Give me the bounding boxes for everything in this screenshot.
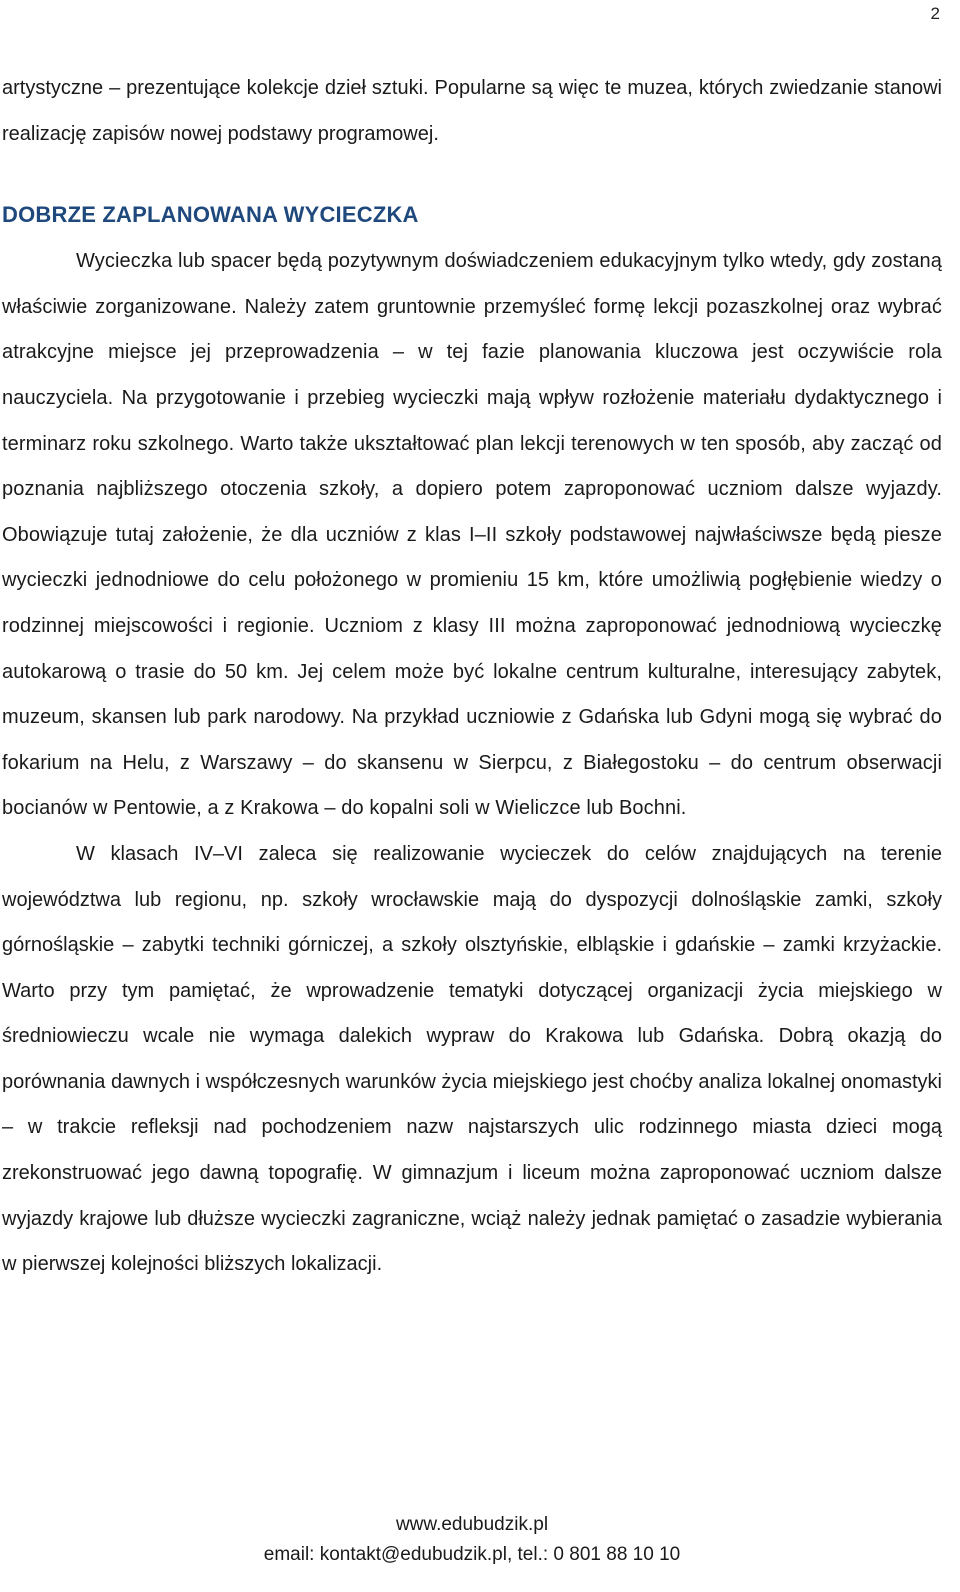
document-body [2,66,942,1288]
page-number: 2 [930,4,940,23]
body-paragraph-2: W klasach IV–VI zaleca się realizowanie wycieczek do celów znajdujących na terenie województwa lub regionu, np. szkoły wrocławskie mają do dyspozycji dolnośląskie zamki, szkoły górnośląskie – zabytki techniki górniczej, a szkoły olsztyńskie, elbląskie i gdańskie – zamki krzyżackie. Warto przy tym pamiętać, że wprowadzenie tematyki dotyczącej organizacji życia miejskiego w średniowieczu wcale nie wymaga dalekich wypraw do Krakowa lub Gdańska. Dobrą okazją do porównania dawnych i współczesnych warunków życia miejskiego jest choćby analiza lokalnej onomastyki – w trakcie refleksji nad pochodzeniem nazw najstarszych ulic rodzinnego miasta dzieci mogą zrekonstruować jego dawną topografię. W gimnazjum i liceum można zaproponować uczniom dalsze wyjazdy krajowe lub dłuższe wycieczki zagraniczne, wciąż należy jednak pamiętać o zasadzie wybierania w pierwszej kolejności bliższych lokalizacji. [2,842,942,1276]
section-heading: DOBRZE ZAPLANOWANA WYCIECZKA [2,202,419,228]
body-paragraph-1: Wycieczka lub spacer będą pozytywnym doświadczeniem edukacyjnym tylko wtedy, gdy zostaną właściwie zorganizowane. Należy zatem gruntownie przemyśleć formę lekcji pozaszkolnej oraz wybrać atrakcyjne miejsce jej przeprowadzenia – w tej fazie planowania kluczowa jest oczywiście rola nauczyciela. Na przygotowanie i przebieg wycieczki mają wpływ rozłożenie materiału dydaktycznego i terminarz roku szkolnego. Warto także ukształtować plan lekcji terenowych w ten sposób, aby zacząć od poznania najbliższego otoczenia szkoły, a dopiero potem zaproponować uczniom dalsze wyjazdy. Obowiązuje tutaj założenie, że dla uczniów z klas I–II szkoły podstawowej najwłaściwsze będą piesze wycieczki jednodniowe do celu położonego w promieniu 15 km, które umożliwią pogłębienie wiedzy o rodzinnej miejscowości i regionie. Uczniom z klasy III można zaproponować jednodniową wycieczkę autokarową o trasie do 50 km. Jej celem może być lokalne centrum kulturalne, interesujący zabytek, muzeum, skansen lub park narodowy. Na przykład uczniowie z Gdańska lub Gdyni mogą się wybrać do fokarium na Helu, z Warszawy – do skansenu w Sierpcu, z Białegostoku – do centrum obserwacji bocianów w Pentowie, a z Krakowa – do kopalni soli w Wieliczce lub Bochni. [2,250,942,820]
footer-contact: email: kontakt@edubudzik.pl, tel.: 0 801 88 10 10 [263,1544,681,1565]
footer-website[interactable]: www.edubudzik.pl [395,1514,549,1535]
intro-paragraph: artystyczne – prezentujące kolekcje dzieł sztuki. Popularne są więc te muzea, których zwiedzanie stanowi realizację zapisów nowej podstawy programowej. [2,77,942,145]
